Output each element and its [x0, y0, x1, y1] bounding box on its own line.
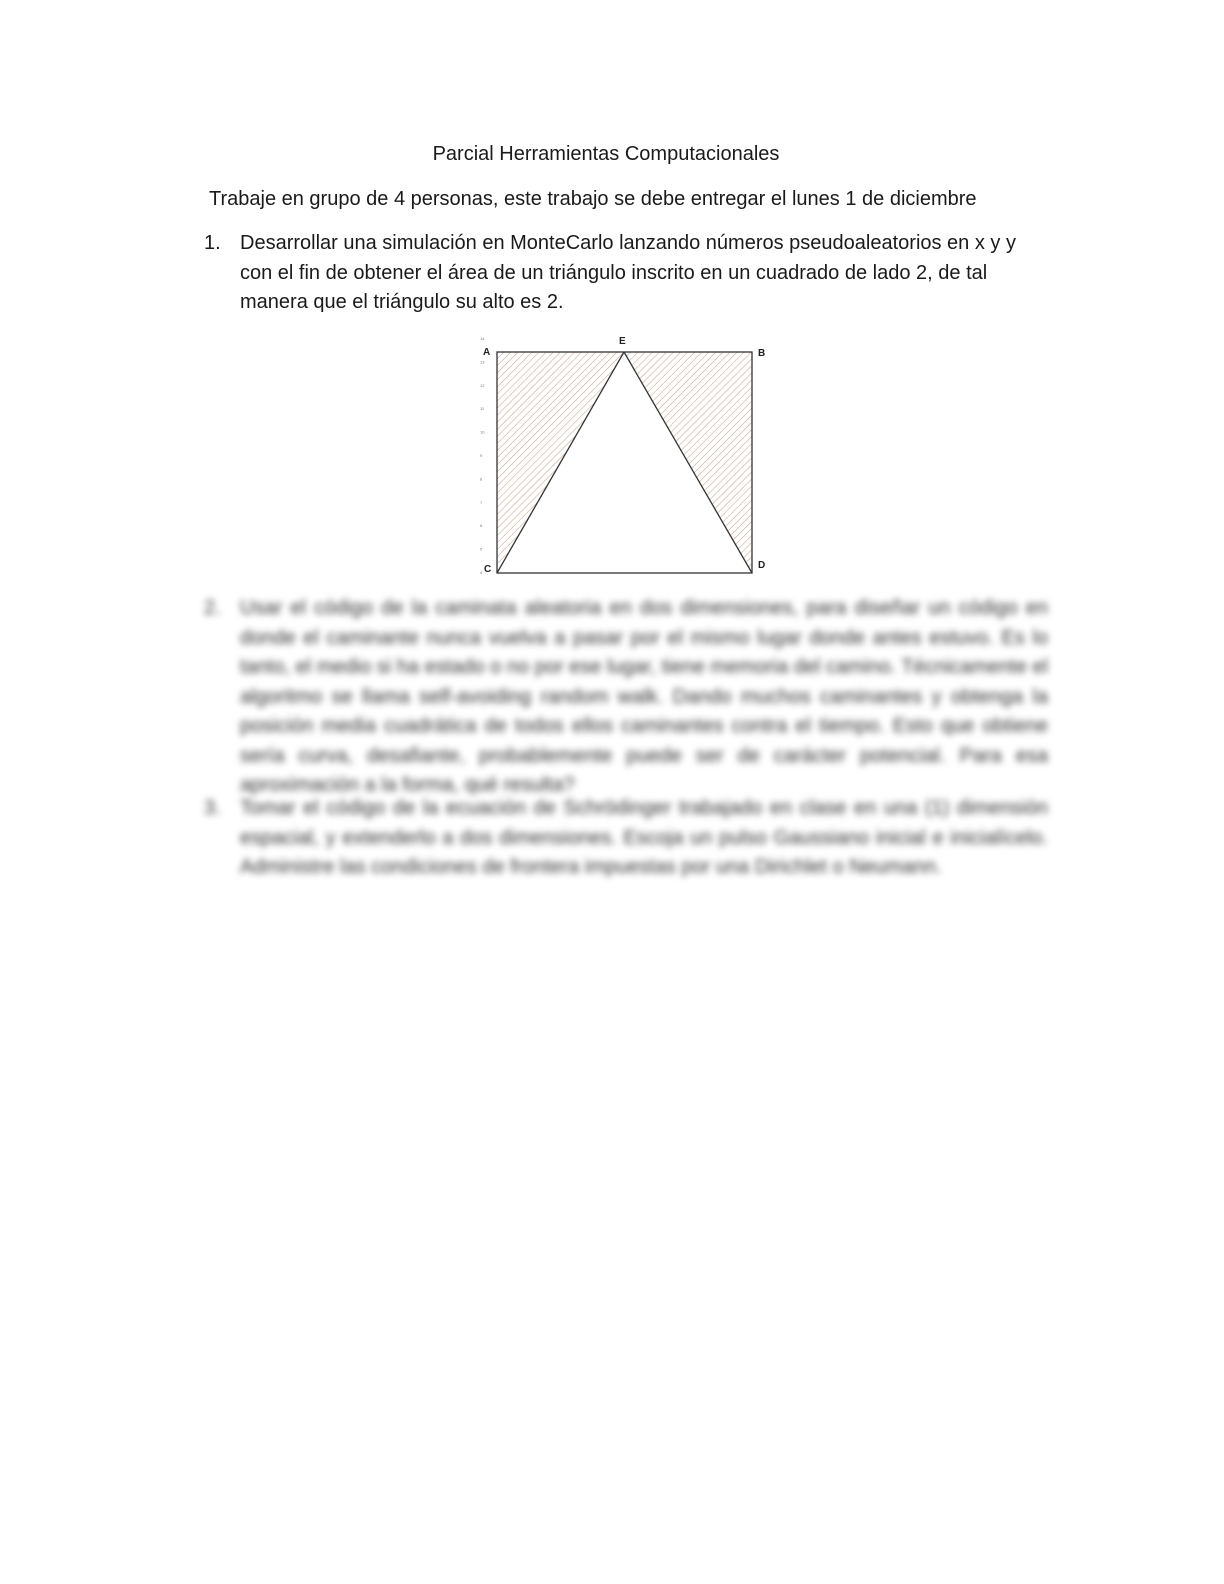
y-tick-label: 14	[480, 336, 485, 341]
y-tick-label: 12	[480, 382, 485, 388]
y-tick-label: 7	[480, 499, 483, 505]
y-tick-label: 5	[480, 546, 483, 552]
y-tick-label: 10	[480, 429, 485, 435]
question-3	[204, 794, 1048, 883]
y-tick-label: 13	[480, 359, 485, 365]
question-number: 2.	[204, 597, 221, 619]
question-number: 1.	[204, 232, 221, 254]
y-tick-labels	[480, 336, 485, 575]
page-title: Parcial Herramientas Computacionales	[432, 143, 780, 165]
y-tick-label: 11	[480, 406, 485, 412]
question-number: 3.	[204, 797, 221, 819]
intro-text: Trabaje en grupo de 4 personas, este trabajo se debe entregar el lunes 1 de diciembre	[209, 188, 977, 210]
y-tick-label: 8	[480, 476, 483, 482]
vertex-label-d: D	[758, 560, 766, 571]
vertex-label-e: E	[619, 336, 626, 347]
y-tick-label: 4	[480, 570, 483, 575]
vertex-label-a: A	[483, 347, 491, 358]
question-text: Usar el código de la caminata aleatoria en dos dimensiones, para diseñar un código en donde el caminante nunca vuelva a pasar por el mismo lugar donde antes estuvo. Es lo tanto, el medio si ha estado o no por ese lugar, tiene memoria del camino. Técnicamente el algoritmo se llama self-avoiding random walk. Dando muchos caminantes y obtenga la posición media cuadrática de todos ellos caminantes contra el tiempo. Esto que obtiene sería curva, desafiante, probablemente puede ser de carácter potencial. Para esa aproximación a la forma, qué resulta?	[240, 597, 1048, 796]
vertex-label-b: B	[758, 348, 766, 359]
question-text: Tomar el código de la ecuación de Schrödinger trabajado en clase en una (1) dimensión espacial, y extenderlo a dos dimensiones. Escoja un pulso Gaussiano inicial e inicialícelo. Administre las condiciones de frontera impuestas por una Dirichlet o Neumann.	[240, 797, 1048, 878]
triangle-figure	[476, 330, 772, 580]
question-2	[204, 594, 1048, 801]
question-text: Desarrollar una simulación en MonteCarlo lanzando números pseudoaleatorios en x y y con el fin de obtener el área de un triángulo inscrito en un cuadrado de lado 2, de tal manera que el triángulo su alto es 2.	[240, 232, 1016, 313]
y-tick-label: 9	[480, 453, 483, 458]
vertex-label-c: C	[484, 564, 492, 575]
question-1	[204, 229, 1048, 318]
y-tick-label: 6	[480, 523, 483, 529]
triangle-diagram	[476, 330, 772, 580]
